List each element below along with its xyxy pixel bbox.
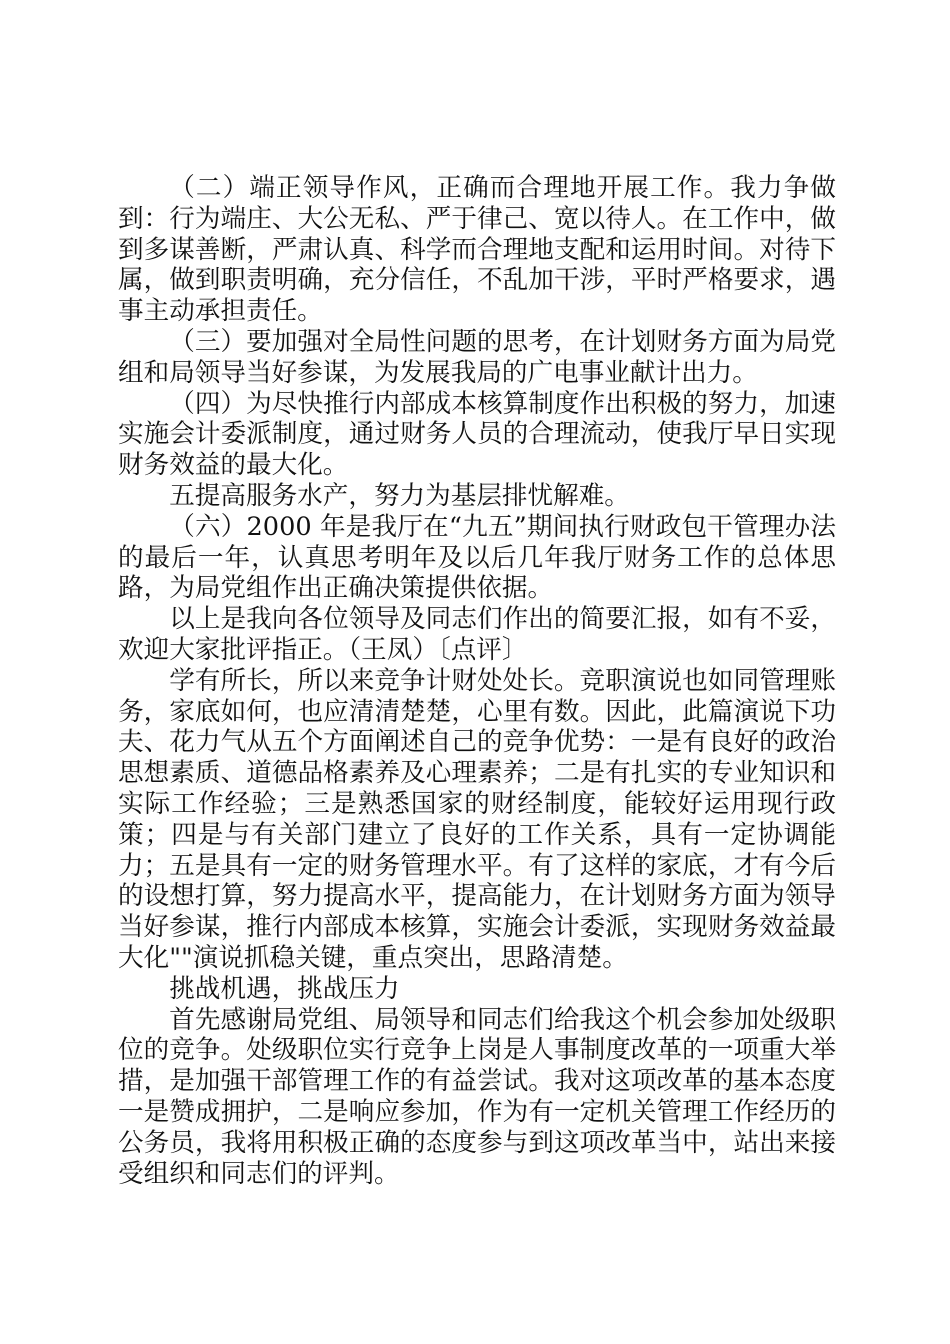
paragraph-service-level: 五提高服务水产，努力为基层排忧解难。 [169,480,630,511]
paragraph-closing: 以上是我向各位领导及同志们作出的简要汇报，如有不妥，欢迎大家批评指正。（王凤）〔点评〕 [118,604,836,665]
paragraph-year-2000: （六）2000 年是我厅在“九五”期间执行财政包干管理办法的最后一年，认真思考明年及以后几年我厅财务工作的总体思路，为局党组作出正确决策提供依据。 [118,511,836,604]
paragraph-leadership-style: （二）端正领导作风，正确而合理地开展工作。我力争做到：行为端庄、大公无私、严于律己、宽以待人。在工作中，做到多谋善断，严肃认真、科学而合理地支配和运用时间。对待下属，做到职责明确，充分信任，不乱加干涉，平时严格要求，遇事主动承担责任。 [118,173,836,327]
document-body [118,173,836,1189]
section-heading: 挑战机遇，挑战压力 [169,973,400,1004]
paragraph-commentary: 学有所长，所以来竞争计财处处长。竞职演说也如同管理账务，家底如何，也应清清楚楚，心里有数。因此，此篇演说下功夫、花力气从五个方面阐述自己的竞争优势：一是有良好的政治思想素质、道德品格素养及心理素养；二是有扎实的专业知识和实际工作经验；三是熟悉国家的财经制度，能较好运用现行政策；四是与有关部门建立了良好的工作关系，具有一定协调能力；五是具有一定的财务管理水平。有了这样的家底，才有今后的设想打算，努力提高水平，提高能力，在计划财务方面为领导当好参谋，推行内部成本核算，实施会计委派，实现财务效益最大化""演说抓稳关键，重点突出，思路清楚。 [118,665,836,973]
paragraph-global-thinking: （三）要加强对全局性问题的思考，在计划财务方面为局党组和局领导当好参谋，为发展我局的广电事业献计出力。 [118,326,836,388]
paragraph-opening: 首先感谢局党组、局领导和同志们给我这个机会参加处级职位的竞争。处级职位实行竞争上岗是人事制度改革的一项重大举措，是加强干部管理工作的有益尝试。我对这项改革的基本态度一是赞成拥护，二是响应参加，作为有一定机关管理工作经历的公务员，我将用积极正确的态度参与到这项改革当中，站出来接受组织和同志们的评判。 [118,1004,836,1189]
paragraph-cost-accounting: （四）为尽快推行内部成本核算制度作出积极的努力，加速实施会计委派制度，通过财务人员的合理流动，使我厅早日实现财务效益的最大化。 [118,388,836,481]
